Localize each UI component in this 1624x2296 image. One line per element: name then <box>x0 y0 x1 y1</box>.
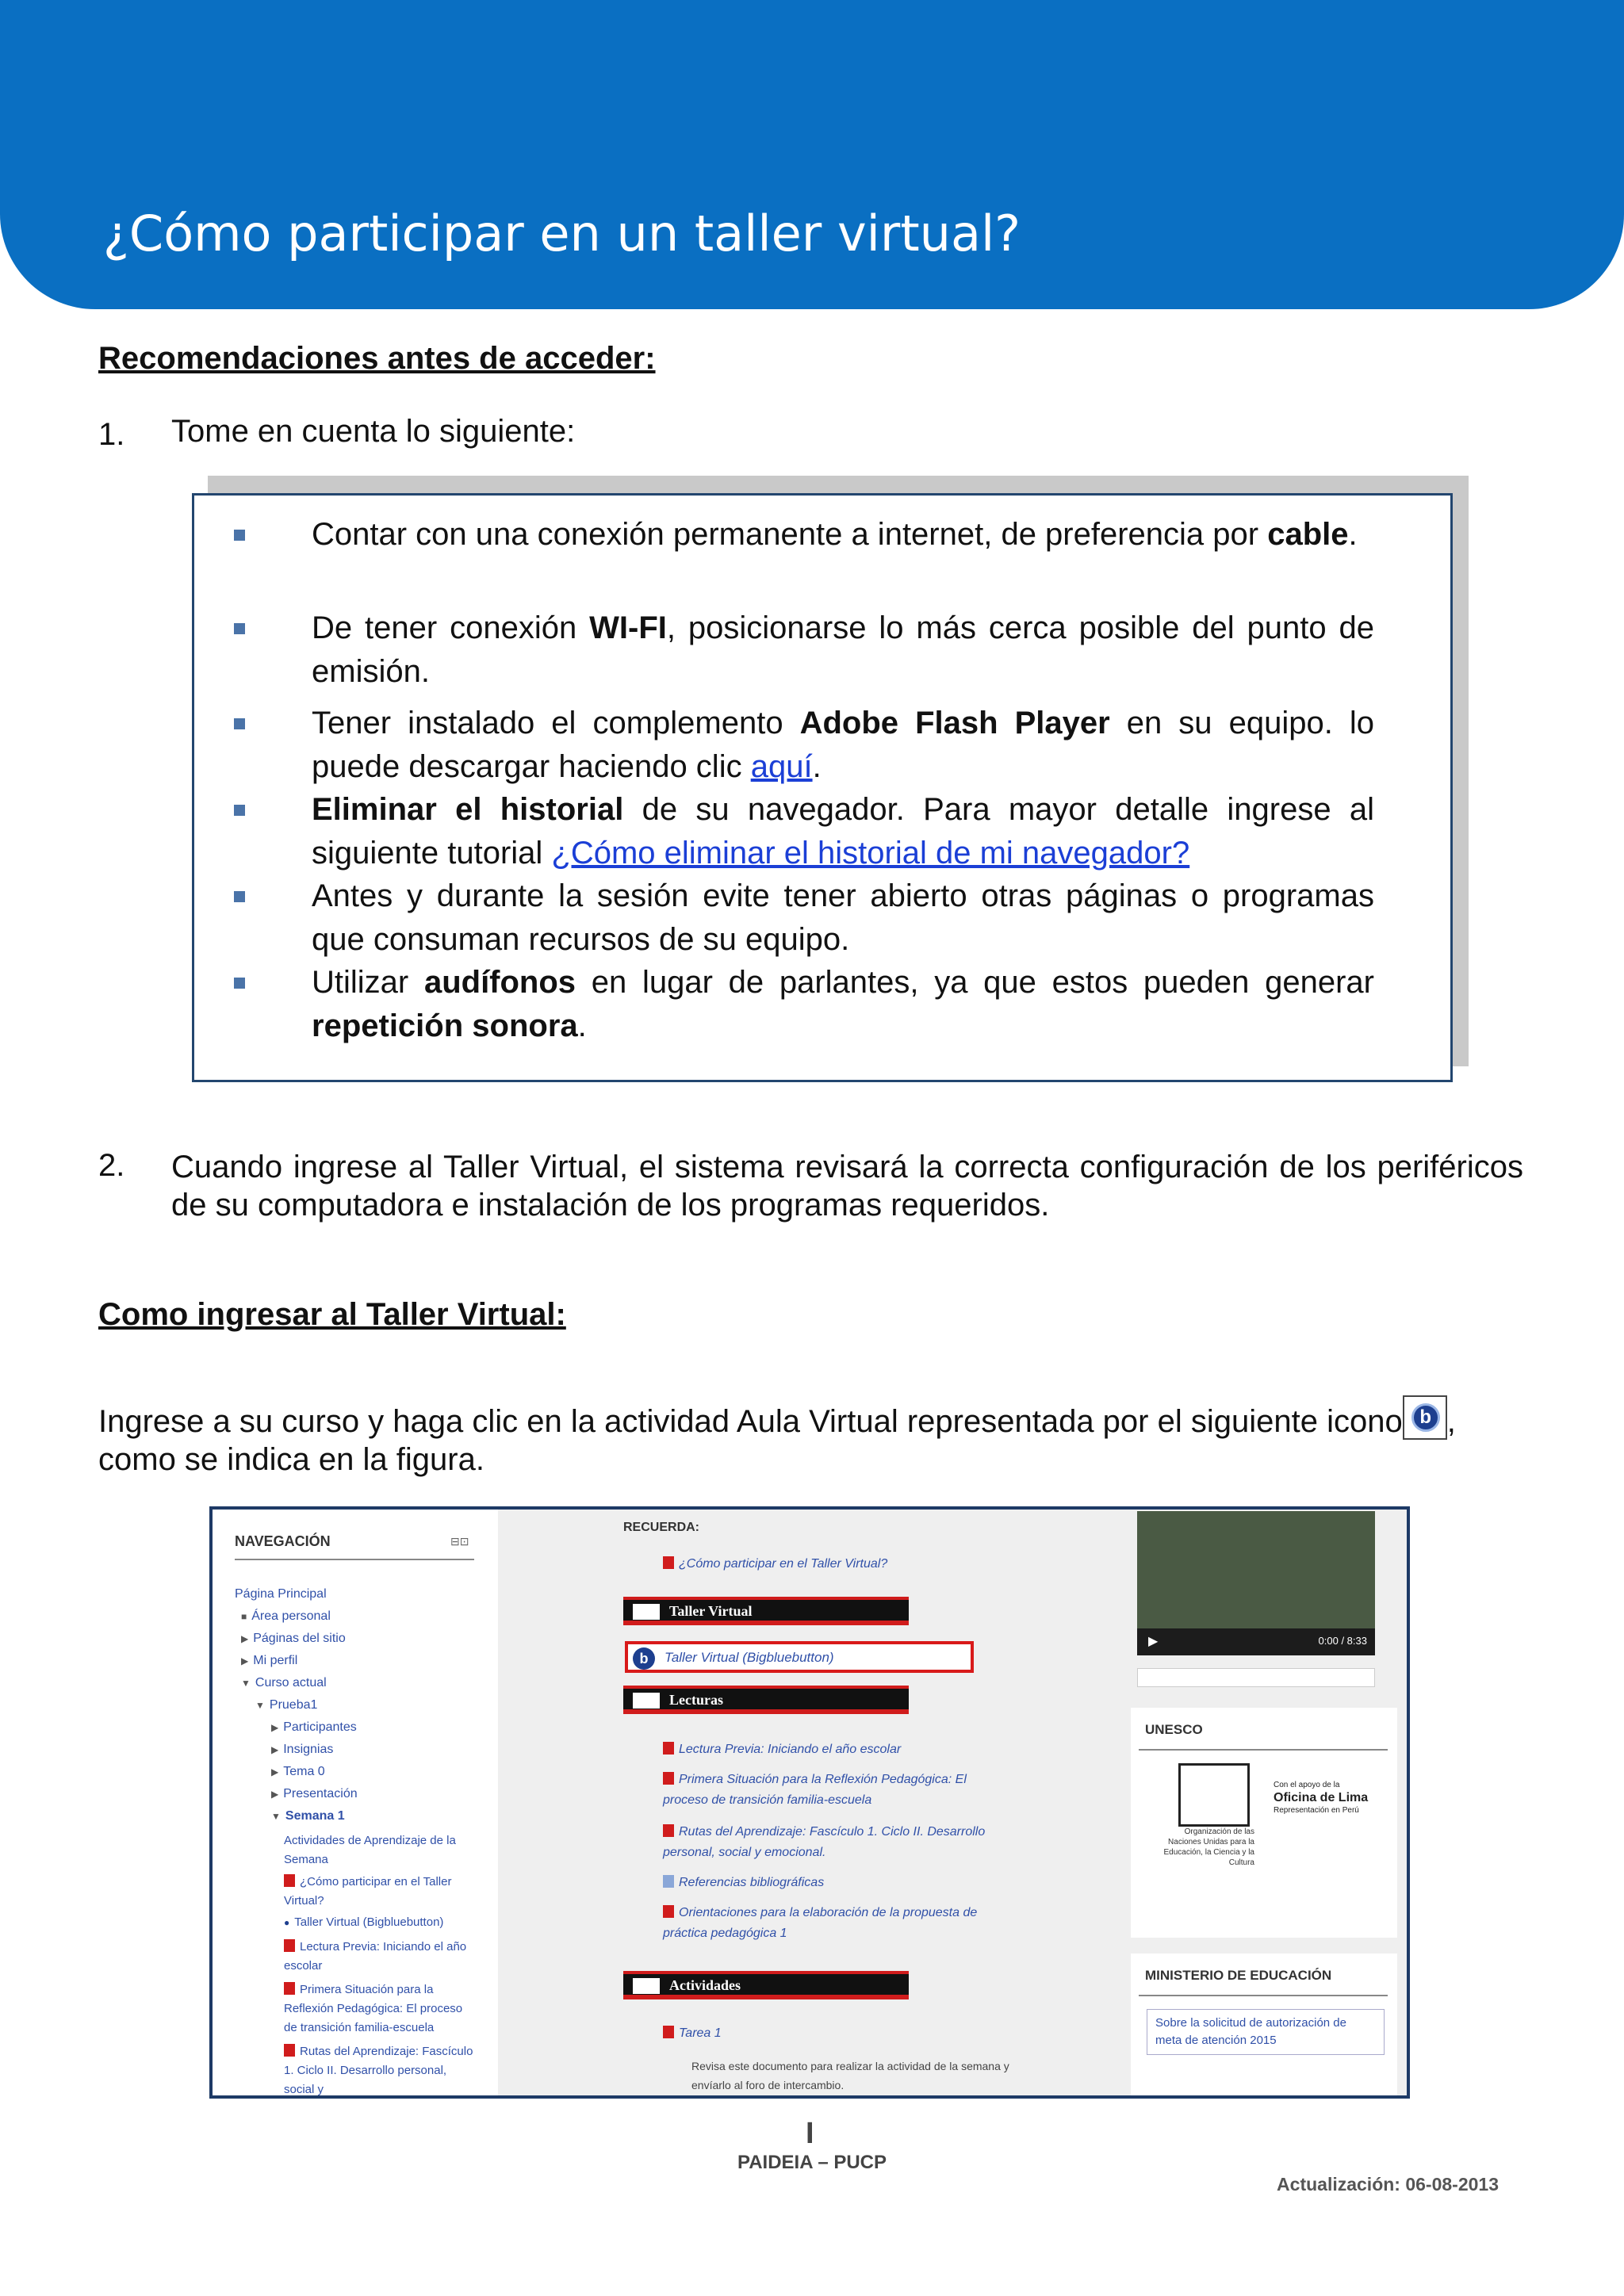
reader-icon <box>633 1693 660 1709</box>
video-controls[interactable] <box>1137 1628 1375 1655</box>
minedu-link[interactable]: Sobre la solicitud de autorización de meta de atención 2015 <box>1147 2009 1385 2055</box>
course-item-tarea[interactable]: Tarea 1 <box>663 2023 722 2044</box>
bullet-marker <box>234 978 245 989</box>
divider <box>1139 1749 1388 1751</box>
nav-item[interactable]: ▼ Curso actual <box>241 1676 327 1689</box>
play-icon[interactable]: ▶ <box>1148 1635 1159 1648</box>
divider <box>235 1559 474 1560</box>
course-item[interactable]: Rutas del Aprendizaje: Fascículo 1. Ciclo II. Desarrollo personal, social y emocional. <box>663 1825 986 1859</box>
scrollbar[interactable] <box>1137 1668 1375 1687</box>
bullet-marker <box>234 891 245 902</box>
section-bar-taller: Taller Virtual <box>623 1597 909 1625</box>
bullet-marker <box>234 530 245 541</box>
divider <box>1139 1995 1388 1996</box>
bigbluebutton-icon: b <box>1403 1395 1447 1440</box>
page-number: I <box>806 2117 814 2150</box>
nav-item[interactable]: Actividades de Aprendizaje de la Semana <box>284 1834 456 1866</box>
bigbluebutton-activity-highlight[interactable] <box>625 1641 974 1673</box>
nav-item[interactable]: ▼ Prueba1 <box>255 1698 318 1712</box>
bullet-marker <box>234 623 245 634</box>
nav-item[interactable]: Primera Situación para la Reflexión Pedagógica: El proceso de transición familia-escuela <box>284 1983 463 2034</box>
recuerda-label: RECUERDA: <box>623 1521 699 1534</box>
footer-updated: Actualización: 06-08-2013 <box>1277 2174 1499 2195</box>
bullet-text-4: Eliminar el historial de su navegador. Para mayor detalle ingrese al siguiente tutorial ¿Cómo eliminar el historial de mi navegador? <box>312 792 1374 871</box>
item-number-1: 1. <box>98 417 125 452</box>
tarea-description: Revisa este documento para realizar la actividad de la semana y envíarlo al foro de intercambio. <box>691 2060 1009 2091</box>
minedu-block <box>1131 1954 1397 2096</box>
video-time: 0:00 / 8:33 <box>1318 1635 1367 1647</box>
activity-icon <box>633 1978 660 1994</box>
nav-heading: NAVEGACIÓN <box>235 1533 331 1549</box>
header-banner <box>0 0 1624 309</box>
course-item[interactable]: Orientaciones para la elaboración de la propuesta de práctica pedagógica 1 <box>663 1906 978 1940</box>
bullet-text-5: Antes y durante la sesión evite tener abierto otras páginas o programas que consuman recursos de su equipo. <box>312 878 1374 957</box>
nav-item[interactable]: ▼ Semana 1 <box>271 1809 345 1823</box>
nav-item[interactable]: Rutas del Aprendizaje: Fascículo 1. Ciclo II. Desarrollo personal, social y <box>284 2045 473 2096</box>
nav-item[interactable]: ¿Cómo participar en el Taller Virtual? <box>284 1875 452 1908</box>
instructions-paragraph: Ingrese a su curso y haga clic en la actividad Aula Virtual representada por el siguiente icono b , como se indica en la figura. <box>98 1395 1526 1479</box>
nav-item[interactable]: ▶ Páginas del sitio <box>241 1632 346 1645</box>
course-item[interactable]: Primera Situación para la Reflexión Pedagógica: El proceso de transición familia-escuela <box>663 1773 967 1807</box>
item-number-2: 2. <box>98 1148 125 1183</box>
nav-item[interactable]: ▶ Insignias <box>271 1743 334 1756</box>
unesco-heading: UNESCO <box>1145 1722 1203 1737</box>
bullet-marker <box>234 805 245 816</box>
section-heading-recomendaciones: Recomendaciones antes de acceder: <box>98 341 656 376</box>
nav-item[interactable]: Lectura Previa: Iniciando el año escolar <box>284 1940 467 1973</box>
link-eliminar-historial[interactable]: ¿Cómo eliminar el historial de mi navegador? <box>551 836 1190 871</box>
unesco-org-name: Organización de las Naciones Unidas para la Educación, la Ciencia y la Cultura <box>1163 1827 1254 1867</box>
section-bar-actividades: Actividades <box>623 1971 909 1999</box>
nav-item[interactable]: ▶ Participantes <box>271 1720 357 1734</box>
minedu-heading: MINISTERIO DE EDUCACIÓN <box>1145 1968 1332 1983</box>
recommendations-box <box>192 493 1453 1082</box>
unesco-block <box>1131 1708 1397 1938</box>
page-title: ¿Cómo participar en un taller virtual? <box>103 205 1021 262</box>
right-sidebar <box>1124 1510 1410 2095</box>
nav-item[interactable]: ▶ Presentación <box>271 1787 358 1800</box>
item-text-1: Tome en cuenta lo siguiente: <box>171 414 576 449</box>
unesco-logo <box>1178 1763 1250 1827</box>
screen-icon <box>633 1604 660 1620</box>
link-aqui[interactable]: aquí <box>750 749 813 784</box>
bigbluebutton-icon: b <box>633 1647 655 1670</box>
bullet-text-6: Utilizar audífonos en lugar de parlantes, ya que estos pueden generar repetición sonora. <box>312 965 1374 1043</box>
bullet-text-1: Contar con una conexión permanente a internet, de preferencia por cable. <box>312 517 1358 552</box>
bullet-marker <box>234 718 245 729</box>
section-heading-ingresar: Como ingresar al Taller Virtual: <box>98 1297 566 1332</box>
course-item[interactable]: ¿Cómo participar en el Taller Virtual? <box>663 1554 887 1575</box>
bullet-text-3: Tener instalado el complemento Adobe Flash Player en su equipo. lo puede descargar haciendo clic aquí. <box>312 706 1374 784</box>
footer-org: PAIDEIA – PUCP <box>737 2152 887 2173</box>
block-controls-icon[interactable]: ⊟⊡ <box>450 1535 469 1548</box>
nav-item[interactable]: ■ Área personal <box>241 1609 331 1623</box>
nav-item-bigbluebutton[interactable]: ● Taller Virtual (Bigbluebutton) <box>284 1915 444 1929</box>
navigation-panel <box>213 1510 498 2095</box>
unesco-text: Con el apoyo de la Oficina de Lima Representación en Perú <box>1274 1781 1369 1815</box>
bigbluebutton-activity-link[interactable]: Taller Virtual (Bigbluebutton) <box>665 1650 834 1665</box>
section-bar-lecturas: Lecturas <box>623 1686 909 1714</box>
course-item[interactable]: Referencias bibliográficas <box>663 1873 824 1893</box>
nav-item[interactable]: ▶ Mi perfil <box>241 1654 298 1667</box>
item-text-2: Cuando ingrese al Taller Virtual, el sistema revisará la correcta configuración de los periféricos de su computadora e instalación de los programas requeridos. <box>171 1150 1523 1223</box>
course-screenshot-figure <box>209 1506 1410 2099</box>
nav-item[interactable]: Página Principal <box>235 1587 327 1601</box>
course-item[interactable]: Lectura Previa: Iniciando el año escolar <box>663 1739 901 1760</box>
nav-item[interactable]: ▶ Tema 0 <box>271 1765 325 1778</box>
bullet-text-2: De tener conexión WI-FI, posicionarse lo más cerca posible del punto de emisión. <box>312 610 1375 689</box>
